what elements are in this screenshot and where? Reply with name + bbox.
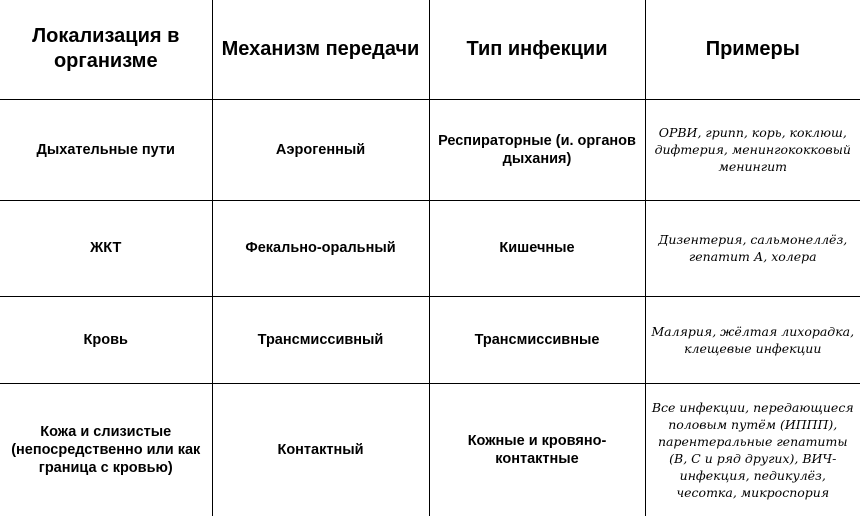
cell-mechanism: Контактный [212,383,429,516]
header-mechanism: Механизм передачи [212,0,429,99]
cell-examples: Все инфекции, передающиеся половым путём (ИППП), парентеральные гепатиты (В, С и ряд других), ВИЧ-инфекция, педикулёз, чесотка, микроспория [645,383,860,516]
cell-examples: Малярия, жёлтая лихорадка, клещевые инфекции [645,296,860,383]
cell-infection-type: Кожные и кровяно-контактные [429,383,645,516]
table-row [0,99,860,200]
cell-infection-type: Трансмиссивные [429,296,645,383]
table-row [0,383,860,516]
cell-examples: ОРВИ, грипп, корь, коклюш, дифтерия, менингококковый менингит [645,99,860,200]
cell-infection-type: Кишечные [429,200,645,296]
table-row [0,296,860,383]
cell-localization: Кожа и слизистые (непосредственно или как граница с кровью) [11,423,201,476]
header-localization: Локализация в организме [0,0,212,99]
cell-localization: Кровь [0,296,212,383]
cell-infection-type: Респираторные (и. органов дыхания) [429,99,645,200]
cell-localization: ЖКТ [0,200,212,296]
cell-localization: Дыхательные пути [0,99,212,200]
table-header-row [0,0,860,99]
cell-mechanism: Фекально-оральный [212,200,429,296]
cell-mechanism: Трансмиссивный [212,296,429,383]
cell-mechanism: Аэрогенный [212,99,429,200]
header-infection-type: Тип инфекции [429,0,645,99]
header-examples: Примеры [645,0,860,99]
table-row [0,200,860,296]
cell-examples: Дизентерия, сальмонеллёз, гепатит А, холера [645,200,860,296]
